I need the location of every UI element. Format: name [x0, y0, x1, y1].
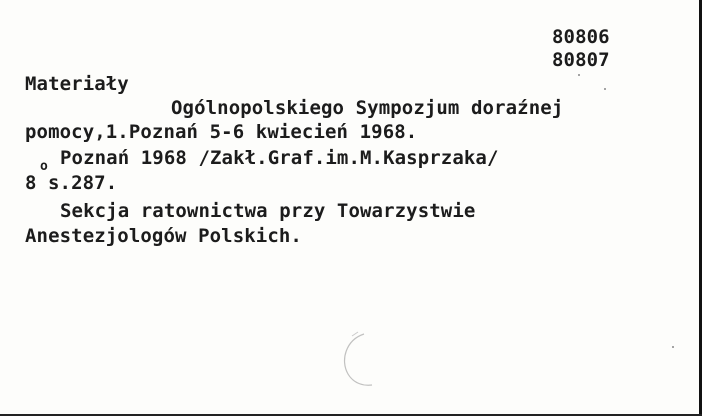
note-line-2: Anestezjologów Polskich.	[25, 225, 302, 247]
note-line-1: Sekcja ratownictwa przy Towarzystwie	[60, 200, 476, 222]
title-continuation: pomocy,1.Poznań 5-6 kwiecień 1968.	[25, 121, 418, 143]
catalog-number-2: 80807	[552, 49, 610, 71]
catalog-number-1: 80806	[552, 26, 610, 48]
paper-speck	[578, 74, 580, 76]
pages-count: s.287.	[48, 172, 118, 194]
paper-speck	[672, 346, 674, 348]
imprint-line: Poznań 1968 /Zakł.Graf.im.M.Kasprzaka/	[60, 147, 499, 169]
format-number: 8	[25, 172, 37, 194]
paper-smudge	[334, 330, 394, 390]
entry-heading: Materiały	[25, 73, 129, 95]
paper-speck	[604, 88, 606, 90]
format-superscript: o	[40, 159, 48, 174]
title-line: Ogólnopolskiego Sympozjum doraźnej	[171, 97, 564, 119]
